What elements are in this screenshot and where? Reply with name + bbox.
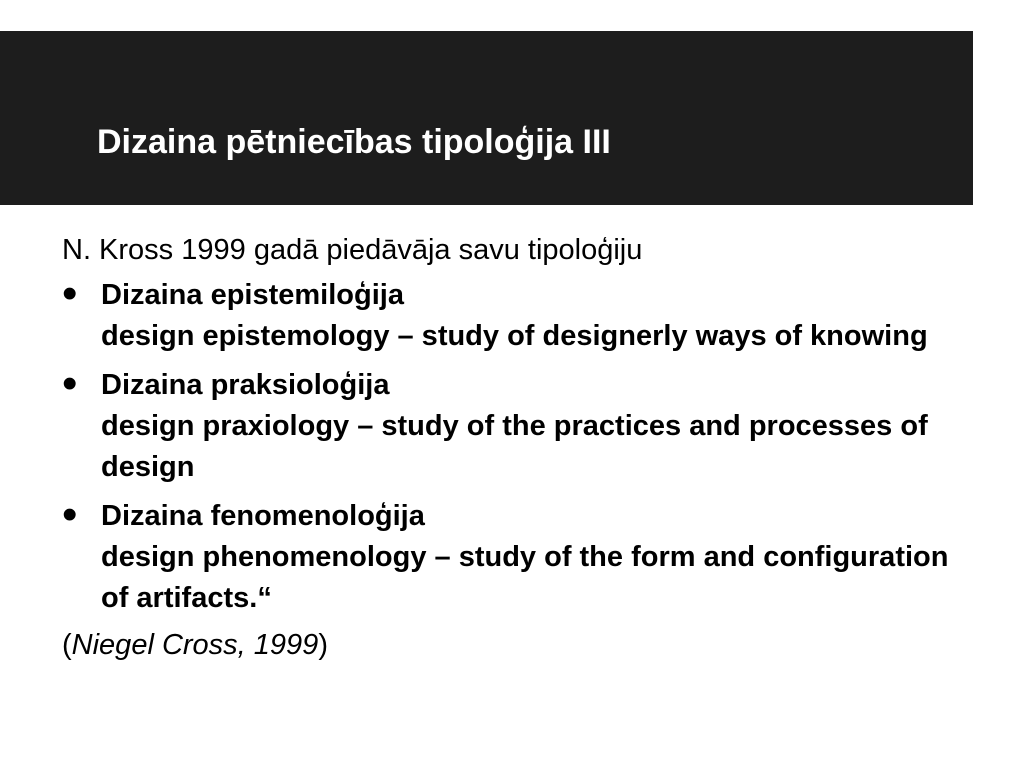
bullet-item-praxiology (62, 359, 962, 488)
bullet-item-epistemology (62, 269, 962, 357)
citation-open-paren: ( (62, 629, 72, 661)
bullet-term: Dizaina praksioloģija (101, 369, 390, 401)
title-bar (0, 31, 973, 205)
citation-close-paren: ) (318, 629, 328, 661)
bullet-term: Dizaina epistemiloģija (101, 279, 404, 311)
bullet-list (62, 269, 962, 619)
citation-source: Niegel Cross, 1999 (71, 629, 319, 661)
citation (62, 625, 962, 666)
bullet-definition: design praxiology – study of the practices and processes of design (101, 410, 928, 483)
bullet-definition: design phenomenology – study of the form and configuration of artifacts.“ (101, 541, 949, 614)
bullet-icon: • (62, 490, 78, 539)
bullet-definition: design epistemology – study of designerly ways of knowing (101, 320, 928, 352)
bullet-icon: • (62, 359, 78, 408)
slide-content (62, 230, 962, 666)
bullet-term: Dizaina fenomenoloģija (101, 500, 425, 532)
bullet-item-phenomenology (62, 490, 962, 619)
slide-title: Dizaina pētniecības tipoloģija III (97, 123, 611, 161)
bullet-icon: • (62, 269, 78, 318)
intro-text: N. Kross 1999 gadā piedāvāja savu tipoloģiju (62, 234, 643, 266)
